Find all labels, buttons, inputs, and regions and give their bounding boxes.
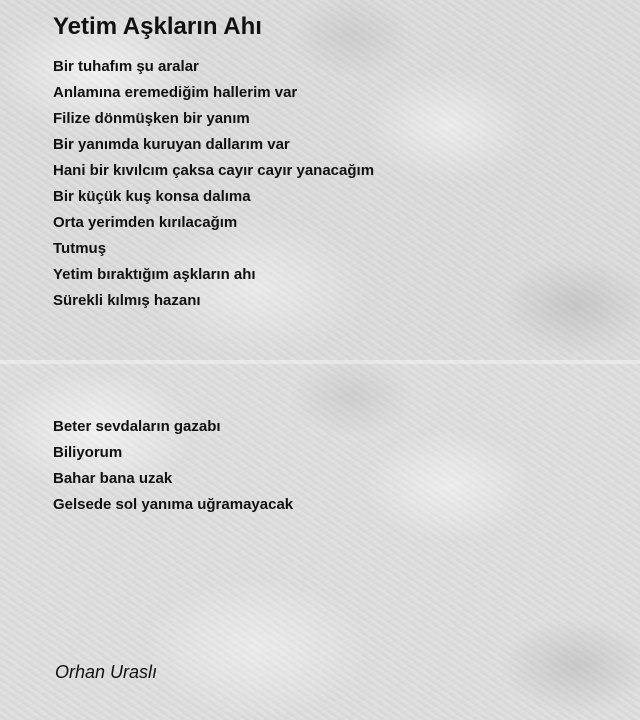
verse-line: Tutmuş (53, 240, 107, 257)
poem-title: Yetim Aşkların Ahı (53, 13, 262, 40)
stanza-1 (53, 54, 374, 314)
verse-line: Bir yanımda kuruyan dallarım var (53, 136, 290, 153)
verse-line: Bir tuhafım şu aralar (53, 58, 199, 75)
poem-author: Orhan Uraslı (55, 662, 158, 682)
verse-line: Filize dönmüşken bir yanım (53, 110, 250, 127)
verse-line: Orta yerimden kırılacağım (53, 214, 238, 231)
verse-line: Bir küçük kuş konsa dalıma (53, 188, 251, 205)
verse-line: Beter sevdaların gazabı (53, 418, 221, 435)
verse-line: Anlamına eremediğim hallerim var (53, 84, 298, 101)
verse-line: Gelsede sol yanıma uğramayacak (53, 496, 294, 513)
verse-line: Yetim bıraktığım aşkların ahı (53, 266, 256, 283)
verse-line: Hani bir kıvılcım çaksa cayır cayır yanacağım (53, 162, 375, 179)
verse-line: Sürekli kılmış hazanı (53, 292, 201, 309)
verse-line: Bahar bana uzak (53, 470, 173, 487)
verse-line: Biliyorum (53, 444, 123, 461)
stanza-2 (53, 414, 293, 518)
